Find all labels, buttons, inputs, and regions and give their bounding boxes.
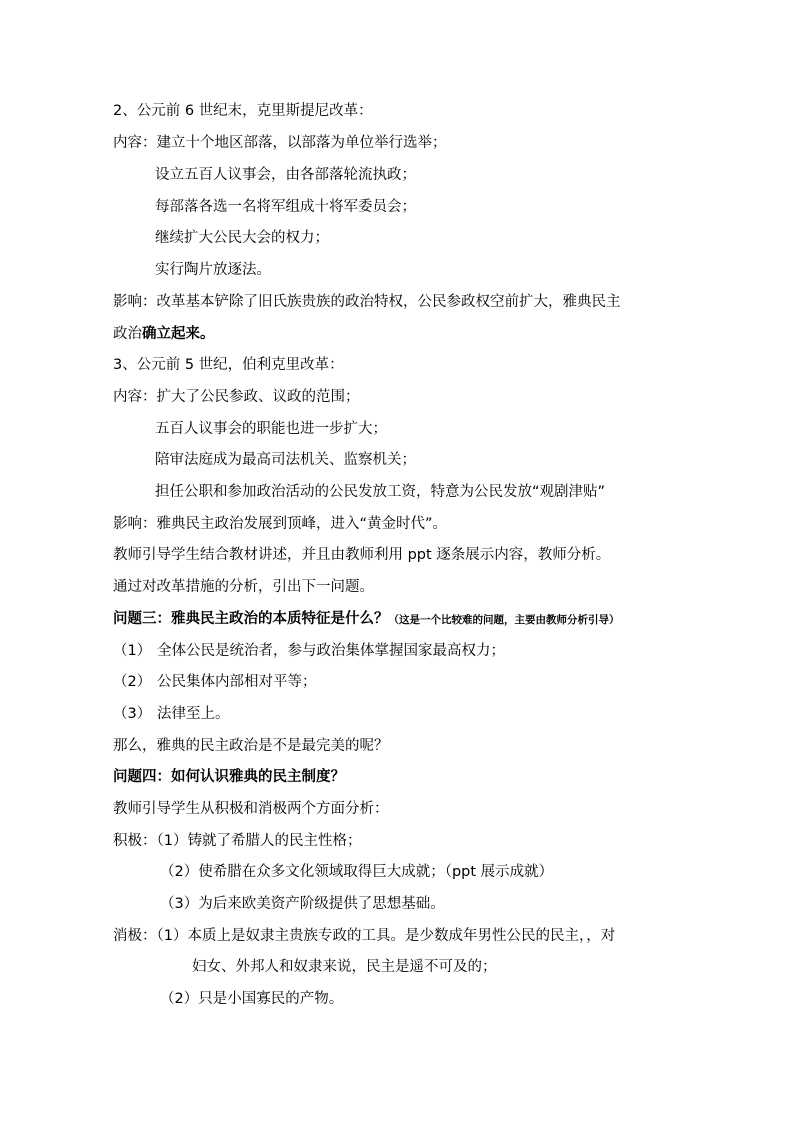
sec2-impact-line2	[113, 324, 215, 344]
q3-item	[113, 672, 317, 692]
q4-positive-item: （2）使希腊在众多文化领域取得巨大成就；（ppt 展示成就）	[160, 864, 554, 880]
sec3-impact: 影响：雅典民主政治发展到顶峰，进入“黄金时代”。	[113, 516, 448, 532]
sec3-content-item: 陪审法庭成为最高司法机关、监察机关；	[155, 452, 416, 468]
q3-item-text: 全体公民是统治者，参与政治集体掌握国家最高权力；	[157, 643, 505, 659]
q4-positive-item: （1）铸就了希腊人的民主性格；	[156, 833, 362, 849]
sec2-content-item: 实行陶片放逐法。	[155, 262, 271, 278]
q3-item	[113, 704, 230, 724]
q3-title: 问题三：雅典民主政治的本质特征是什么？	[113, 611, 389, 627]
q3-item	[113, 641, 505, 661]
sec2-content-item: 每部落各选一名将军组成十将军委员会；	[155, 199, 416, 215]
teacher-note: 教师引导学生结合教材讲述，并且由教师利用 ppt 逐条展示内容，教师分析。	[113, 547, 611, 563]
sec2-content-item: 继续扩大公民大会的权力；	[155, 230, 329, 246]
q4-negative-item: （1）本质上是奴隶主贵族专政的工具。是少数成年男性公民的民主，，对	[156, 928, 616, 944]
sec2-content-item: 设立五百人议事会，由各部落轮流执政；	[155, 167, 416, 183]
q3-item-text: 公民集体内部相对平等；	[157, 674, 317, 690]
sec3-content-item: 扩大了公民参政、议政的范围；	[156, 389, 360, 405]
sec3-content-item: 担任公职和参加政治活动的公民发放工资，特意为公民发放“观剧津贴”	[155, 484, 606, 500]
q4-title: 问题四：如何认识雅典的民主制度？	[113, 769, 345, 785]
q4-negative-item-cont: 妇女、外邦人和奴隶来说，民主是遥不可及的；	[192, 959, 497, 975]
q3-note: （这是一个比较难的问题，主要由教师分析引导）	[388, 614, 620, 626]
sec2-impact-text: 政治	[113, 326, 142, 342]
sec2-content-line	[113, 133, 447, 153]
sec3-content-line	[113, 387, 360, 407]
q3-item-number: （1）	[113, 643, 152, 659]
q4-positive-item: （3）为后来欧美资产阶级提供了思想基础。	[160, 896, 445, 912]
sec3-content-item: 五百人议事会的职能也进一步扩大；	[155, 421, 387, 437]
sec2-heading: 2、公元前 6 世纪末，克里斯提尼改革：	[113, 103, 373, 119]
q4-negative-item: （2）只是小国寡民的产物。	[160, 991, 344, 1007]
q3-followup: 那么，雅典的民主政治是不是最完美的呢？	[113, 738, 389, 754]
sec2-content-item: 建立十个地区部落，以部落为单位举行选举；	[156, 135, 447, 151]
sec3-heading: 3、公元前 5 世纪，伯利克里改革：	[113, 357, 344, 373]
sec2-impact-line1: 影响：改革基本铲除了旧氏族贵族的政治特权，公民参政权空前扩大，雅典民主	[113, 294, 621, 310]
q3-item-text: 法律至上。	[157, 706, 230, 722]
q3-item-number: （3）	[113, 706, 152, 722]
q4-positive-line	[113, 831, 361, 851]
q4-positive-label: 积极：	[113, 833, 157, 849]
sec2-content-label: 内容：	[113, 135, 157, 151]
q4-negative-label: 消极：	[113, 928, 157, 944]
q4-negative-line	[113, 926, 615, 946]
teacher-note: 通过对改革措施的分析，引出下一问题。	[113, 579, 374, 595]
q3-item-number: （2）	[113, 674, 152, 690]
sec3-content-label: 内容：	[113, 389, 157, 405]
q4-intro: 教师引导学生从积极和消极两个方面分析：	[113, 801, 389, 817]
sec2-impact-emphasis: 确立起来。	[142, 326, 215, 342]
q3-title-line	[113, 609, 620, 630]
